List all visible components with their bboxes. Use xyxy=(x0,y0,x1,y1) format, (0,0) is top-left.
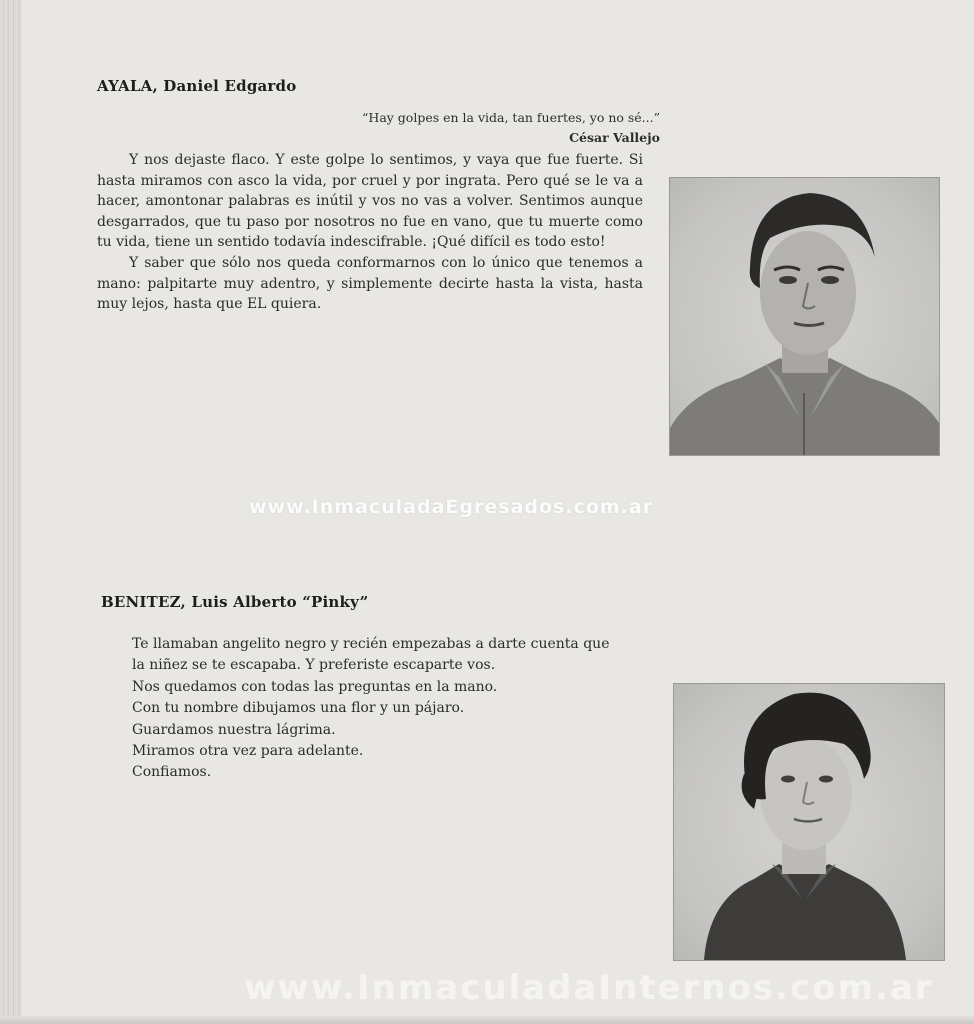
page-edge-bottom xyxy=(0,1016,974,1024)
portrait-boy-icon xyxy=(674,684,944,960)
watermark-bottom: www.InmaculadaInternos.com.ar xyxy=(244,968,934,1008)
entry-2-poem xyxy=(132,634,609,784)
entry-1-paragraph: Y nos dejaste flaco. Y este golpe lo sentimos, y vaya que fue fuerte. Si hasta miramos con asco la vida, por cruel y por ingrata. Pero qué se le va a hacer, amontonar palabras es inútil y vos no vas a volver. Sentimos aunque desgarrados, que tu paso por nosotros no fue en vano, que tu muerte como tu vida, tiene un sentido todavía indescifrable. ¡Qué difícil es todo esto! xyxy=(97,152,643,251)
poem-line: la niñez se te escapaba. Y preferiste escaparte vos. xyxy=(132,657,496,674)
entry-1-portrait-photo xyxy=(669,177,940,456)
entry-2-portrait-photo xyxy=(673,683,945,961)
quote-author: César Vallejo xyxy=(569,130,660,145)
poem-line: Guardamos nuestra lágrima. xyxy=(132,721,336,738)
poem-line: Con tu nombre dibujamos una flor y un pájaro. xyxy=(132,700,465,717)
entry-1-paragraph: Y saber que sólo nos queda conformarnos con lo único que tenemos a mano: palpitarte muy adentro, y simplemente decirte hasta la vista, hasta muy lejos, hasta que EL quiera. xyxy=(97,254,643,313)
poem-line: Confiamos. xyxy=(132,764,212,781)
page-edge xyxy=(0,0,22,1024)
portrait-young-man-icon xyxy=(670,178,939,455)
entry-1-quote xyxy=(362,108,660,148)
quote-text: “Hay golpes en la vida, tan fuertes, yo no sé...” xyxy=(362,110,660,125)
poem-line: Nos quedamos con todas las preguntas en la mano. xyxy=(132,678,498,695)
poem-line: Te llamaban angelito negro y recién empezabas a darte cuenta que xyxy=(132,636,610,652)
entry-2-name: BENITEZ, Luis Alberto “Pinky” xyxy=(101,593,369,611)
watermark-top: www.InmaculadaEgresados.com.ar xyxy=(249,496,654,518)
entry-1-body xyxy=(97,150,643,315)
entry-1-name: AYALA, Daniel Edgardo xyxy=(97,77,297,95)
poem-line: Miramos otra vez para adelante. xyxy=(132,743,364,760)
